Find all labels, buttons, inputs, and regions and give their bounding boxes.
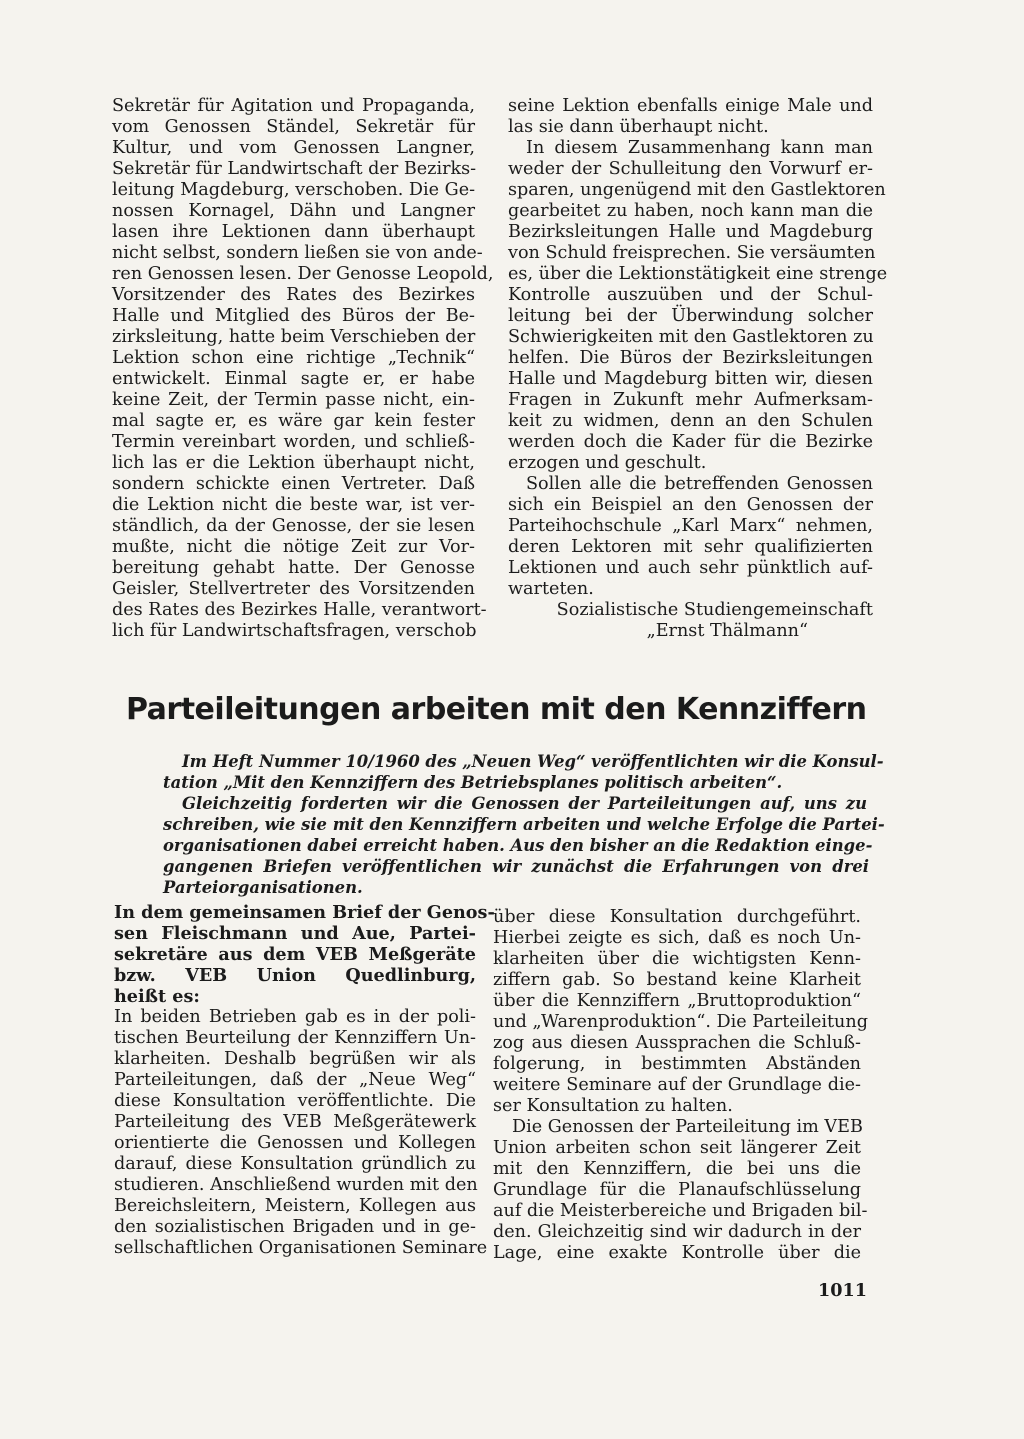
text-line: orientierte die Genossen und Kollegen xyxy=(114,1133,476,1153)
paragraph-start-line: In diesem Zusammenhang kann man xyxy=(526,138,873,158)
intro-line: tation „Mit den Kennziffern des Betriebsplanes politisch arbeiten“. xyxy=(163,773,783,792)
intro-line: organisationen dabei erreicht haben. Aus den bisher an die Redaktion einge- xyxy=(163,836,873,855)
text-line: Kontrolle auszuüben und der Schul- xyxy=(508,285,873,305)
text-line: Lektion schon eine richtige „Technik“ xyxy=(112,348,475,368)
text-line: tischen Beurteilung der Kennziffern Un- xyxy=(114,1028,476,1048)
text-line: nicht selbst, sondern ließen sie von ande- xyxy=(112,243,483,263)
text-line: diese Konsultation veröffentlichte. Die xyxy=(114,1091,476,1111)
text-line: Bereichsleitern, Meistern, Kollegen aus xyxy=(114,1196,476,1216)
signature-name: „Ernst Thälmann“ xyxy=(646,621,808,641)
paragraph-start-line: Die Genossen der Parteileitung im VEB xyxy=(512,1117,863,1137)
text-line: Kultur, und vom Genossen Langner, xyxy=(112,138,475,158)
text-line: entwickelt. Einmal sagte er, er habe xyxy=(112,369,475,389)
text-line: darauf, diese Konsultation gründlich zu xyxy=(114,1154,476,1174)
text-line: klarheiten über die wichtigsten Kenn- xyxy=(493,949,861,969)
text-line: es, über die Lektionstätigkeit eine strenge xyxy=(508,264,888,284)
text-line: werden doch die Kader für die Bezirke xyxy=(508,432,873,452)
text-line: warteten. xyxy=(508,579,594,599)
text-line: Halle und Mitglied des Büros der Be- xyxy=(112,306,475,326)
text-line: Termin vereinbart worden, und schließ- xyxy=(112,432,475,452)
text-line: Hierbei zeigte es sich, daß es noch Un- xyxy=(493,928,861,948)
text-line: bereitung gehabt hatte. Der Genosse xyxy=(112,558,475,578)
text-line: erzogen und geschult. xyxy=(508,453,707,473)
text-line: leitung bei der Überwindung solcher xyxy=(508,306,873,326)
text-line: folgerung, in bestimmten Abständen xyxy=(493,1054,861,1074)
text-line: studieren. Anschließend wurden mit den xyxy=(114,1175,478,1195)
text-line: Lektionen und auch sehr pünktlich auf- xyxy=(508,558,873,578)
text-line: Fragen in Zukunft mehr Aufmerksam- xyxy=(508,390,873,410)
text-line: Halle und Magdeburg bitten wir, diesen xyxy=(508,369,873,389)
text-line: ziffern gab. So bestand keine Klarheit xyxy=(493,970,861,990)
text-line: Geisler, Stellvertreter des Vorsitzenden xyxy=(112,579,475,599)
signature-organization: Sozialistische Studiengemeinschaft xyxy=(556,600,873,620)
intro-line: gangenen Briefen veröffentlichen wir zunächst die Erfahrungen von drei xyxy=(163,857,869,876)
text-line: mal sagte er, es wäre gar kein fester xyxy=(112,411,475,431)
text-line: leitung Magdeburg, verschoben. Die Ge- xyxy=(112,180,476,200)
text-line: Schwierigkeiten mit den Gastlektoren zu xyxy=(508,327,874,347)
text-line: Union arbeiten schon seit längerer Zeit xyxy=(493,1138,861,1158)
text-line: Parteileitung des VEB Meßgerätewerk xyxy=(114,1112,476,1132)
text-line: weder der Schulleitung den Vorwurf er- xyxy=(508,159,873,179)
text-line: deren Lektoren mit sehr qualifizierten xyxy=(508,537,873,557)
page-number: 1011 xyxy=(818,1280,867,1301)
text-line: sparen, ungenügend mit den Gastlektoren xyxy=(508,180,886,200)
text-line: den. Gleichzeitig sind wir dadurch in der xyxy=(493,1222,861,1242)
text-line: lich las er die Lektion überhaupt nicht, xyxy=(112,453,475,473)
text-line: über die Kennziffern „Bruttoproduktion“ xyxy=(493,991,861,1011)
text-line: klarheiten. Deshalb begrüßen wir als xyxy=(114,1049,476,1069)
intro-line: Gleichzeitig forderten wir die Genossen der Parteileitungen auf, uns zu xyxy=(182,794,867,813)
text-line: gearbeitet zu haben, noch kann man die xyxy=(508,201,873,221)
paragraph-start-line: Sollen alle die betreffenden Genossen xyxy=(526,474,873,494)
text-line: nossen Kornagel, Dähn und Langner xyxy=(112,201,475,221)
text-line: vom Genossen Ständel, Sekretär für xyxy=(112,117,475,137)
lead-line: sen Fleischmann und Aue, Partei- xyxy=(114,923,476,944)
text-line: Sekretär für Agitation und Propaganda, xyxy=(112,96,475,116)
text-line: zirksleitung, hatte beim Verschieben der xyxy=(112,327,476,347)
text-line: mußte, nicht die nötige Zeit zur Vor- xyxy=(112,537,475,557)
lead-line: In dem gemeinsamen Brief der Genos- xyxy=(114,902,495,923)
lead-line: bzw. VEB Union Quedlinburg, xyxy=(114,965,476,986)
text-line: mit den Kennziffern, die bei uns die xyxy=(493,1159,861,1179)
text-line: über diese Konsultation durchgeführt. xyxy=(493,907,861,927)
text-line: und „Warenproduktion“. Die Parteileitung xyxy=(493,1012,868,1032)
lead-line: heißt es: xyxy=(114,986,200,1007)
text-line: ser Konsultation zu halten. xyxy=(493,1096,733,1116)
lead-line: sekretäre aus dem VEB Meßgeräte xyxy=(114,944,476,965)
text-line: helfen. Die Büros der Bezirksleitungen xyxy=(508,348,873,368)
text-line: lich für Landwirtschaftsfragen, verschob xyxy=(112,621,477,641)
text-line: las sie dann überhaupt nicht. xyxy=(508,117,769,137)
text-line: Bezirksleitungen Halle und Magdeburg xyxy=(508,222,873,242)
text-line: sellschaftlichen Organisationen Seminare xyxy=(114,1238,488,1258)
article-headline: Parteileitungen arbeiten mit den Kennziffern xyxy=(126,692,867,727)
text-line: sondern schickte einen Vertreter. Daß xyxy=(112,474,475,494)
text-line: seine Lektion ebenfalls einige Male und xyxy=(508,96,873,116)
text-line: des Rates des Bezirkes Halle, verantwort- xyxy=(112,600,487,620)
text-line: Vorsitzender des Rates des Bezirkes xyxy=(112,285,475,305)
text-line: keit zu widmen, denn an den Schulen xyxy=(508,411,873,431)
text-line: weitere Seminare auf der Grundlage die- xyxy=(493,1075,861,1095)
intro-line: Im Heft Nummer 10/1960 des „Neuen Weg“ veröffentlichten wir die Konsul- xyxy=(182,752,884,771)
text-line: Sekretär für Landwirtschaft der Bezirks- xyxy=(112,159,477,179)
text-line: keine Zeit, der Termin passe nicht, ein- xyxy=(112,390,475,410)
text-line: Lage, eine exakte Kontrolle über die xyxy=(493,1243,861,1263)
text-line: Parteihochschule „Karl Marx“ nehmen, xyxy=(508,516,873,536)
text-line: ständlich, da der Genosse, der sie lesen xyxy=(112,516,475,536)
text-line: lasen ihre Lektionen dann überhaupt xyxy=(112,222,475,242)
text-line: In beiden Betrieben gab es in der poli- xyxy=(114,1007,476,1027)
text-line: die Lektion nicht die beste war, ist ver- xyxy=(112,495,475,515)
text-line: zog aus diesen Aussprachen die Schluß- xyxy=(493,1033,861,1053)
text-line: Parteileitungen, daß der „Neue Weg“ xyxy=(114,1070,476,1090)
intro-line: Parteiorganisationen. xyxy=(163,878,363,897)
text-line: von Schuld freisprechen. Sie versäumten xyxy=(508,243,876,263)
text-line: ren Genossen lesen. Der Genosse Leopold, xyxy=(112,264,494,284)
text-line: den sozialistischen Brigaden und in ge- xyxy=(114,1217,476,1237)
text-line: sich ein Beispiel an den Genossen der xyxy=(508,495,873,515)
text-line: auf die Meisterbereiche und Brigaden bil- xyxy=(493,1201,868,1221)
text-line: Grundlage für die Planaufschlüsselung xyxy=(493,1180,861,1200)
intro-line: schreiben, wie sie mit den Kennziffern arbeiten und welche Erfolge die Partei- xyxy=(163,815,885,834)
